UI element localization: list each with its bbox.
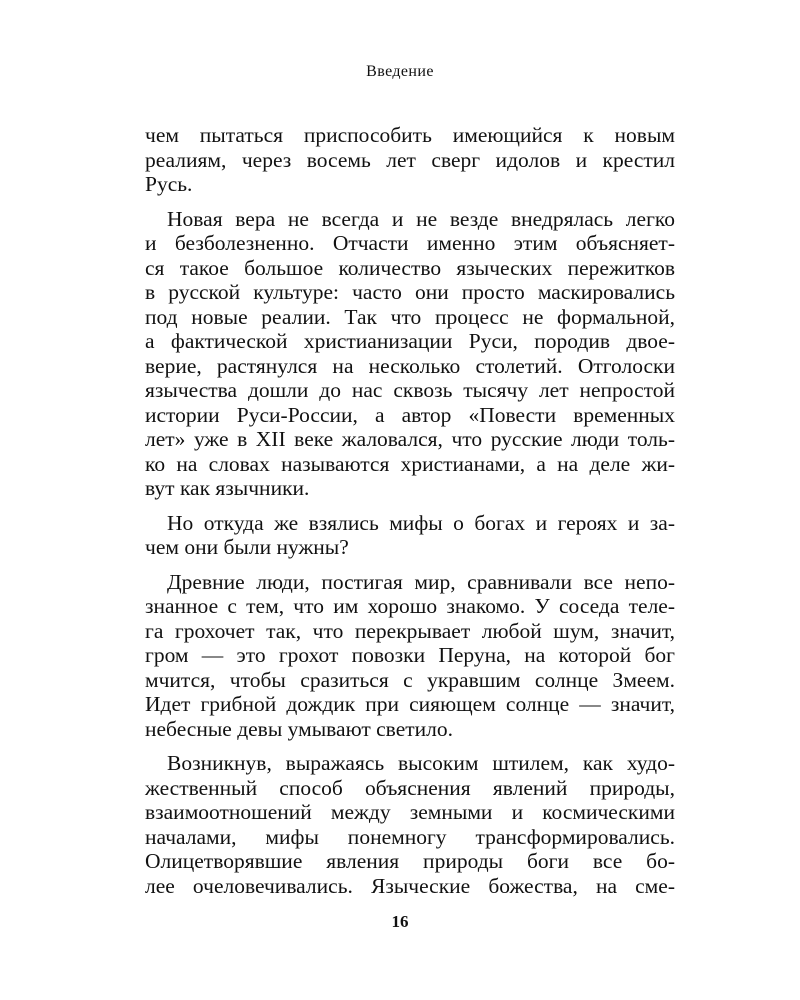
text-line: язычества дошли до нас сквозь тысячу лет непростой [145,378,675,402]
text-line: чем они были нужны? [145,535,349,559]
text-line: вут как язычники. [145,476,310,500]
paragraph [145,207,675,501]
text-line: Древние люди, постигая мир, сравнивали все непо- [167,569,675,594]
paragraph [145,123,675,197]
text-line: га грохочет так, что перекрывает любой шум, значит, [145,618,675,643]
body-text [145,123,675,908]
text-line: чем пытаться приспособить имеющийся к новым [145,123,675,147]
text-line: лее очеловечивались. Языческие божества, на сме- [145,873,675,898]
text-line: взаимоотношений между земными и космическими [145,800,675,824]
text-line: под новые реалии. Так что процесс не формальной, [145,304,675,329]
paragraph [145,511,675,560]
text-line: Новая вера не всегда и не везде внедрялась легко [167,206,675,231]
text-line: Идет грибной дождик при сияющем солнце — значит, [145,692,675,716]
text-line: Русь. [145,172,193,196]
text-line: мчится, чтобы сразиться с укравшим солнце Змеем. [145,667,675,692]
page-number: 16 [391,912,409,931]
paragraph [145,751,675,898]
text-line: и безболезненно. Отчасти именно этим объясняет- [145,231,675,255]
text-line: ко на словах называются христианами, а на деле жи- [145,451,675,476]
text-line: жественный способ объяснения явлений природы, [145,775,675,800]
text-line: а фактической христианизации Руси, породив двое- [145,329,675,353]
text-line: небесные девы умывают светило. [145,716,453,741]
text-line: Возникнув, выражаясь высоким штилем, как худо- [167,751,675,775]
text-line: реалиям, через восемь лет сверг идолов и крестил [145,147,675,172]
text-line: лет» уже в XII веке жаловался, что русские люди толь- [145,427,675,451]
text-line: началами, мифы понемногу трансформировались. [145,824,675,849]
text-line: в русской культуре: часто они просто маскировались [145,280,675,304]
text-line: знанное с тем, что им хорошо знакомо. У соседа теле- [145,594,675,618]
text-line: верие, растянулся на несколько столетий. Отголоски [145,353,675,378]
text-line: ся такое большое количество языческих пережитков [145,255,675,280]
text-line: Но откуда же взялись мифы о богах и героях и за- [167,510,675,535]
text-line: истории Руси-России, а автор «Повести временных [145,402,675,427]
running-header: Введение [366,63,434,80]
text-line: Олицетворявшие явления природы боги все бо- [145,849,675,873]
paragraph [145,570,675,742]
text-line: гром — это грохот повозки Перуна, на которой бог [145,643,675,667]
